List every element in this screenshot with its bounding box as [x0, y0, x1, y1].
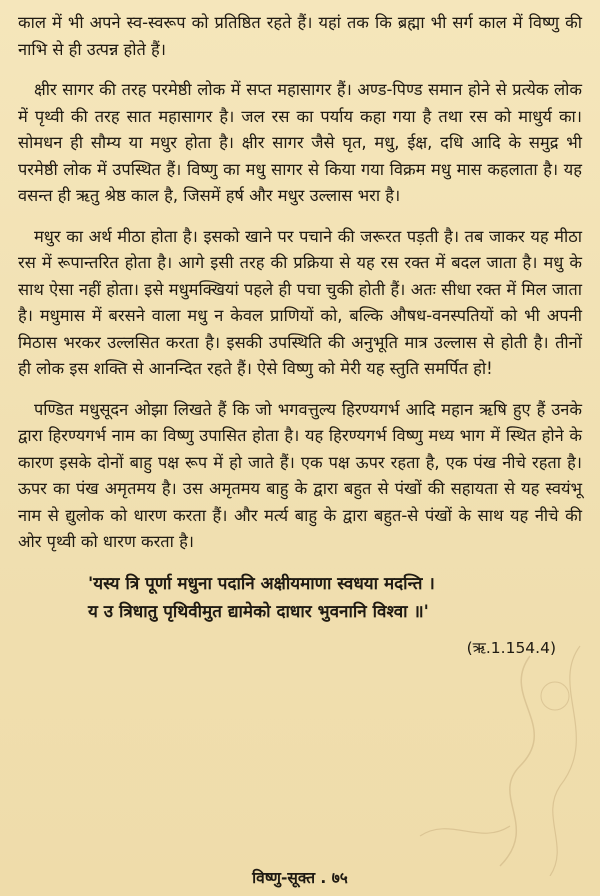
sanskrit-verse: [18, 570, 582, 626]
paragraph-1: काल में भी अपने स्व-स्वरूप को प्रतिष्ठित रहते हैं। यहां तक कि ब्रह्मा भी सर्ग काल में विष्णु की नाभि से ही उत्पन्न होते हैं।: [18, 13, 582, 59]
decorative-illustration: [380, 636, 600, 876]
paragraph-4: पण्डित मधुसूदन ओझा लिखते हैं कि जो भगवत्तुल्य हिरण्यगर्भ आदि महान ऋषि हुए हैं उनके द्वारा हिरण्यगर्भ नाम का विष्णु उपासित होता है। यह हिरण्यगर्भ विष्णु मध्य भाग में स्थित होने के कारण इसके दोनों बाहु पक्ष रूप में हो जाते हैं। एक पक्ष ऊपर रहता है, एक पंख नीचे रहता है। ऊपर का पंख अमृतमय है। उस अमृतमय बाहु के द्वारा बहुत से पंखों की सहायता से यह स्वयंभू नाम से द्युलोक को धारण करता हैं। और मर्त्य बाहु के द्वारा बहुत-से पंखों के साथ यह नीचे की ओर पृथ्वी को धारण करता है।: [18, 399, 582, 551]
paragraph-2: क्षीर सागर की तरह परमेष्ठी लोक में सप्त महासागर हैं। अण्ड-पिण्ड समान होने से प्रत्येक लोक में पृथ्वी की तरह सात महासागर है। जल रस का पर्याय कहा गया है तथा रस को माधुर्य का। सोमधन ही सौम्य या मधुर होता है। क्षीर सागर जैसे घृत, मधु, ईक्ष, दधि आदि के समुद्र भी परमेष्ठी लोक में उपस्थित हैं। विष्णु का मधु सागर से किया गया विक्रम मधु मास कहलाता है। यह वसन्त ही ऋतु श्रेष्ठ काल है, जिसमें हर्ष और मधुर उल्लास भरा है।: [18, 80, 582, 205]
paragraph-3: मधुर का अर्थ मीठा होता है। इसको खाने पर पचाने की जरूरत पड़ती है। तब जाकर यह मीठा रस में रूपान्तरित होता है। आगे इसी तरह की प्रक्रिया से यह रस रक्त में बदल जाता है। मधु के साथ ऐसा नहीं होता। इसे मधुमक्खियां पहले ही पचा चुकी होती हैं। अतः सीधा रक्त में मिल जाता है। मधुमास में बरसने वाला मधु न केवल प्राणियों को, बल्कि औषध-वनस्पतियों को भी अपनी मिठास भरकर उल्लसित करता है। इसकी उपस्थिति की अनुभूति मात्र उल्लास से होती है। तीनों ही लोक इस शक्ति से आनन्दित रहते हैं। ऐसे विष्णु को मेरी यह स्तुति समर्पित हो!: [18, 226, 582, 378]
verse-citation: (ऋ.1.154.4): [466, 638, 556, 657]
verse-line-2: य उ त्रिधातु पृथिवीमुत द्यामेको दाधार भुवनानि विश्वा ॥': [88, 601, 429, 622]
page-footer: विष्णु-सूक्त . ७५: [252, 869, 348, 887]
verse-line-1: 'यस्य त्रि पूर्णा मधुना पदानि अक्षीयमाणा स्वधया मदन्ति ।: [88, 573, 435, 594]
